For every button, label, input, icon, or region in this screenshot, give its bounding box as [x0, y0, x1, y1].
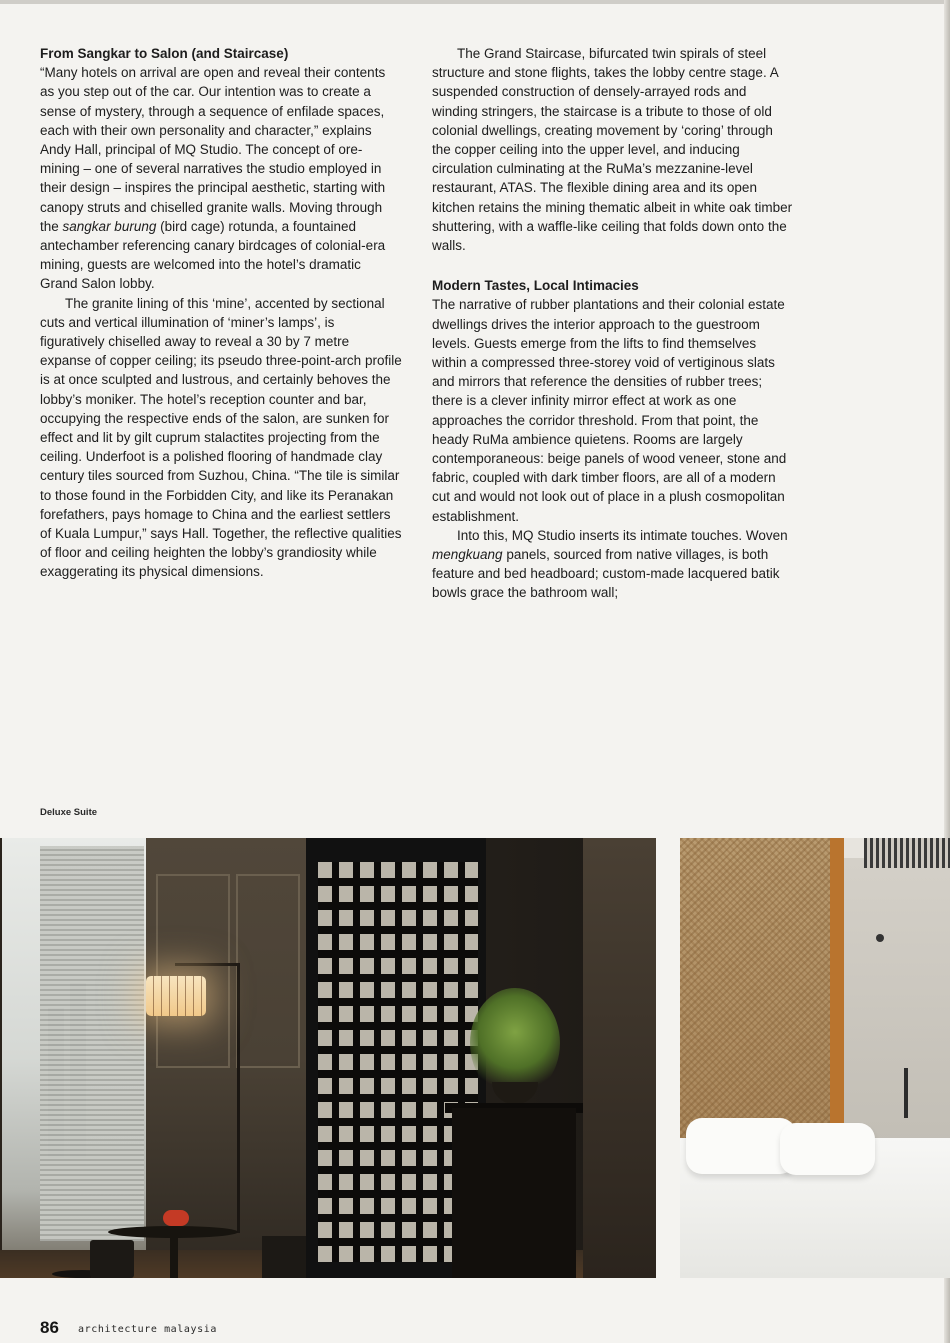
left-paragraph-1: [40, 63, 402, 293]
table-leg: [170, 1236, 178, 1278]
wall-moulding: [156, 874, 230, 1068]
timber-frame: [830, 838, 844, 1168]
page-top-edge: [0, 0, 950, 4]
left-paragraph-1-start: “Many hotels on arrival are open and reveal their contents as you step out of the car. Our intention was to create a sense of mystery, through a sequence of enfilade spaces, each with their own personality and character,” explains Andy Hall, principal of MQ Studio. The concept of ore-mining – one of several narratives the studio employed in their design – inspires the principal aesthetic, starting with canopy struts and chiselled granite walls. Moving through the: [40, 65, 386, 234]
chair: [90, 1240, 134, 1278]
right-text-column: [432, 44, 794, 603]
fruit-bowl: [163, 1210, 189, 1226]
right-paragraph-3-end: panels, sourced from native villages, is both feature and bed headboard; custom-made lacquered batik bowls grace the bathroom wall;: [432, 547, 780, 601]
vent-grille: [864, 838, 950, 868]
shower-head: [876, 934, 884, 942]
deluxe-suite-photo: [0, 838, 656, 1278]
sangkar-burung-term: sangkar burung: [62, 218, 157, 234]
lamp-arm: [175, 963, 239, 966]
left-paragraph-2: The granite lining of this ‘mine’, accented by sectional cuts and vertical illumination of ‘miner’s lamps’, is figuratively chiselled away to reveal a 30 by 7 metre expanse of copper ceiling; its pseudo three-point-arch profile is at once sculpted and lustrous, and certainly behoves the lobby’s moniker. The hotel’s reception counter and bar, occupying the respective ends of the salon, are sunken for effect and lit by gilt cuprum stalactites projecting from the ceiling. Underfoot is a polished flooring of handmade clay century tiles sourced from Suzhou, China. “The tile is similar to those found in the Forbidden City, and like its Peranakan forefathers, pays homage to China and the earliest settlers of Kuala Lumpur,” says Hall. Together, the reflective qualities of floor and ceiling heighten the lobby’s grandiosity while exaggerating its physical dimensions.: [40, 295, 402, 580]
left-paragraph-1-end: (bird cage) rotunda, a fountained antechamber referencing canary birdcages of colonial-era mining, guests are welcomed into the hotel’s dramatic Grand Salon lobby.: [40, 218, 386, 292]
right-paragraph-2: The narrative of rubber plantations and their colonial estate dwellings drives the interior approach to the guestroom levels. Guests emerge from the lifts to find themselves within a compressed three-storey void of vertiginous slats and mirrors that reference the densities of rubber trees; there is a clever infinity mirror effect at work as one approaches the corridor threshold. From that point, the heady RuMa ambience quietens. Rooms are largely contemporaneous: beige panels of wood veneer, stone and fabric, coupled with dark timber floors, are all of a modern cut and would not look out of place in a plush cosmopolitan establishment.: [432, 297, 787, 524]
right-paragraph-3: [432, 526, 794, 603]
window-blind: [40, 846, 144, 1241]
bedroom-photo: [680, 838, 950, 1278]
right-paragraph-1: The Grand Staircase, bifurcated twin spirals of steel structure and stone flights, takes the lobby centre stage. A suspended construction of densely-arrayed rods and winding stringers, the staircase is a tribute to those of old colonial dwellings, creating movement by ‘coring’ through the copper ceiling into the upper level, and inducing circulation culminating at the RuMa’s mezzanine-level restaurant, ATAS. The flexible dining area and its open kitchen retains the mining thematic albeit in white oak timber shuttering, with a waffle-like ceiling that folds down onto the walls.: [432, 46, 793, 254]
right-paragraph-3-start: Into this, MQ Studio inserts its intimate touches. Woven: [457, 527, 788, 543]
photo-caption: Deluxe Suite: [40, 807, 98, 818]
mengkuang-headboard: [680, 838, 830, 1158]
wall-moulding: [236, 874, 300, 1068]
section-heading-modern-tastes: Modern Tastes, Local Intimacies: [432, 278, 639, 294]
lamp-ribs: [146, 976, 206, 1016]
dark-wall: [583, 838, 656, 1278]
publication-name: architecture malaysia: [78, 1324, 218, 1335]
lamp-pole: [237, 963, 240, 1233]
plant-bowl: [492, 1082, 538, 1104]
mengkuang-term: mengkuang: [432, 547, 503, 563]
section-heading-sangkar: From Sangkar to Salon (and Staircase): [40, 46, 289, 61]
cabinet: [452, 1108, 576, 1278]
page-number: 86: [40, 1318, 59, 1337]
pillow: [780, 1123, 875, 1175]
left-text-column: [40, 44, 402, 582]
tap: [904, 1068, 908, 1118]
